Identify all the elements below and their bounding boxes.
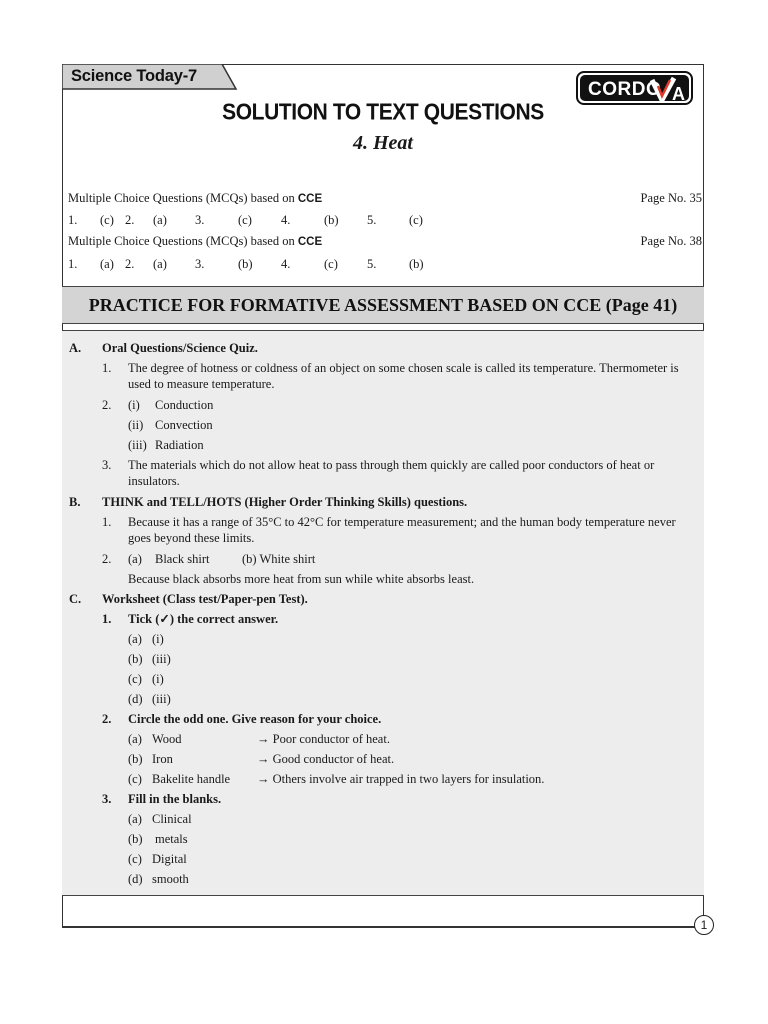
section-b-q1-num: 1. [102,515,112,529]
list-item-text: (b) White shirt [242,552,316,566]
section-b-q1-line2: goes beyond these limits. [128,531,255,545]
mcq-answer: (c) [238,213,252,227]
list-item-text: (iii) [152,652,171,666]
section-a-q1-line1: The degree of hotness or coldness of an object on some chosen scale is called its temperature. Thermometer is [128,361,679,375]
practice-banner: PRACTICE FOR FORMATIVE ASSESSMENT BASED ON CCE (Page 41) [62,286,704,324]
list-item-text: (i) [152,632,164,646]
mcq-num: 2. [125,213,135,227]
list-item-label: (d) [128,692,143,706]
section-c-q3-title: Fill in the blanks. [128,792,222,806]
list-item-text: Wood [152,732,182,746]
list-item-label: (c) [128,772,142,786]
list-item-text: Digital [152,852,187,866]
section-c-q3-num: 3. [102,792,112,806]
cce-tag: CCE [297,193,323,205]
section-a-letter: A. [69,341,82,355]
section-b-q2-reason: Because black absorbs more heat from sun while white absorbs least. [128,572,475,586]
mcq-num: 5. [367,257,377,271]
section-b-q2-num: 2. [102,552,112,566]
section-c-title: Worksheet (Class test/Paper-pen Test). [102,592,308,606]
main-title: SOLUTION TO TEXT QUESTIONS [222,99,544,126]
list-item-text: Black shirt [155,552,210,566]
page-no-1: Page No. 35 [640,191,702,205]
list-item-text: (iii) [152,692,171,706]
list-item-label: (iii) [128,438,147,452]
page-number: 1 [694,915,714,935]
mcq-answer: (b) [238,257,253,271]
section-b-title: THINK and TELL/HOTS (Higher Order Thinking Skills) questions. [102,495,468,509]
section-c-q1-num: 1. [102,612,112,626]
list-item-text: Radiation [155,438,204,452]
list-item-label: (i) [128,398,140,412]
list-item-label: (a) [128,552,142,566]
mcq-heading-2 [68,234,322,249]
book-title: Science Today-7 [71,67,197,85]
list-item-text: metals [155,832,188,846]
section-c-letter: C. [69,592,82,606]
list-item-label: (c) [128,852,142,866]
section-b-letter: B. [69,495,81,509]
list-item-reason: → Poor conductor of heat. [257,732,390,746]
list-item-text: Bakelite handle [152,772,231,786]
mcq-answer: (a) [100,257,114,271]
mcq-heading-text: Multiple Choice Questions (MCQs) based on [68,234,298,248]
logo-badge [580,75,689,104]
section-a-q3-line2: insulators. [128,474,180,488]
mcq-num: 4. [281,257,291,271]
mcq-answers-1 [68,213,468,229]
list-item-label: (a) [128,632,142,646]
section-b-q1-line1: Because it has a range of 35°C to 42°C for temperature measurement; and the human body temperature never [128,515,676,529]
section-a-title: Oral Questions/Science Quiz. [102,341,258,355]
mcq-num: 4. [281,213,291,227]
section-a-q3-line1: The materials which do not allow heat to pass through them quickly are called poor conductors of heat or [128,458,655,472]
mcq-num: 3. [195,257,205,271]
section-c-q2-title: Circle the odd one. Give reason for your choice. [128,712,382,726]
list-item-text: (i) [152,672,164,686]
mcq-num: 1. [68,213,78,227]
list-item-reason: → Others involve air trapped in two layers for insulation. [257,772,545,786]
mcq-answer: (c) [409,213,423,227]
mcq-answer: (a) [153,257,167,271]
list-item-label: (b) [128,652,143,666]
section-c-q2-num: 2. [102,712,112,726]
chapter-title: 4. Heat [353,132,413,154]
book-title-tab [62,64,236,90]
list-item-label: (b) [128,752,143,766]
list-item-text: Conduction [155,398,214,412]
list-item-label: (c) [128,672,142,686]
mcq-heading-text: Multiple Choice Questions (MCQs) based on [68,191,298,205]
list-item-label: (a) [128,732,142,746]
mcq-heading-1 [68,191,322,206]
section-a-q3-num: 3. [102,458,112,472]
logo-text-right: A [672,84,685,104]
bottom-rule [62,926,704,928]
page-no-2: Page No. 38 [640,234,702,248]
mcq-answer: (c) [100,213,114,227]
cce-tag: CCE [297,236,323,248]
mcq-answer: (b) [324,213,339,227]
list-item-reason: → Good conductor of heat. [257,752,395,766]
mcq-answers-2 [68,257,468,273]
mcq-answer: (c) [324,257,338,271]
mcq-num: 1. [68,257,78,271]
logo-text-left: CORDO [588,79,662,100]
list-item-label: (b) [128,832,143,846]
mcq-answer: (a) [153,213,167,227]
list-item-label: (d) [128,872,143,886]
section-a-q2-num: 2. [102,398,112,412]
section-a-q1-num: 1. [102,361,112,375]
list-item-text: Iron [152,752,173,766]
mcq-answer: (b) [409,257,424,271]
section-c-q1-title: Tick (✓) the correct answer. [128,612,279,626]
list-item-text: smooth [152,872,189,886]
list-item-text: Convection [155,418,213,432]
section-a-q1-line2: used to measure temperature. [128,377,275,391]
list-item-text: Clinical [152,812,192,826]
mcq-num: 5. [367,213,377,227]
list-item-label: (a) [128,812,142,826]
mcq-num: 2. [125,257,135,271]
list-item-label: (ii) [128,418,144,432]
mcq-num: 3. [195,213,205,227]
